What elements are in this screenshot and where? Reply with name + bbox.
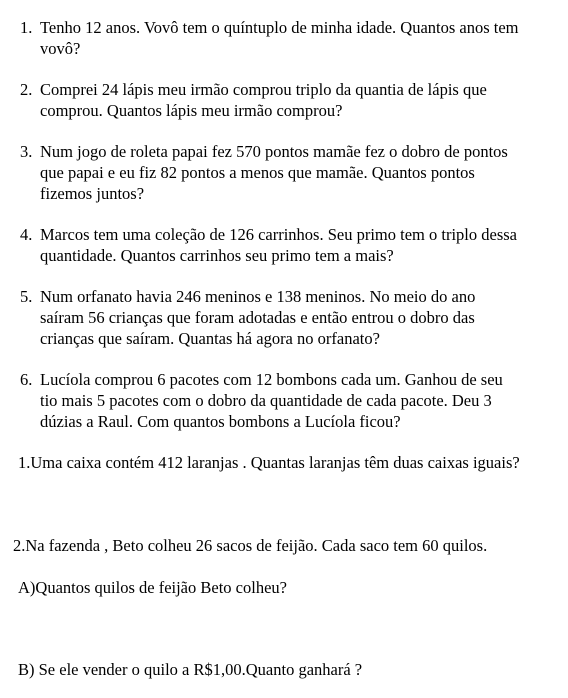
question-line: Marcos tem uma coleção de 126 carrinhos. Seu primo tem o triplo dessa [40,225,517,244]
question-number: 6. [20,370,33,389]
question-line: Tenho 12 anos. Vovô tem o quíntuplo de minha idade. Quantos anos tem [40,18,519,37]
question-line: crianças que saíram. Quantas há agora no orfanato? [40,329,380,348]
question-line: Num jogo de roleta papai fez 570 pontos mamãe fez o dobro de pontos [40,142,508,161]
question-number: 1. [20,18,33,37]
question-line: Comprei 24 lápis meu irmão comprou triplo da quantia de lápis que [40,80,487,99]
question-number: 2. [20,80,33,99]
question-line: Lucíola comprou 6 pacotes com 12 bombons cada um. Ganhou de seu [40,370,503,389]
question-number: 3. [20,142,33,161]
question-line: vovô? [40,39,81,58]
question-line: que papai e eu fiz 82 pontos a menos que mamãe. Quantos pontos [40,163,475,182]
question-number: 5. [20,287,33,306]
question-line: tio mais 5 pacotes com o dobro da quantidade de cada pacote. Deu 3 [40,391,492,410]
extra-question-1: 1.Uma caixa contém 412 laranjas . Quantas laranjas têm duas caixas iguais? [18,453,520,472]
question-number: 4. [20,225,33,244]
question-line: comprou. Quantos lápis meu irmão comprou? [40,101,343,120]
question-line: quantidade. Quantos carrinhos seu primo tem a mais? [40,246,394,265]
question-line: fizemos juntos? [40,184,145,203]
extra-question-2a: A)Quantos quilos de feijão Beto colheu? [18,578,287,597]
extra-question-2b: B) Se ele vender o quilo a R$1,00.Quanto ganhará ? [18,660,363,679]
question-line: Num orfanato havia 246 meninos e 138 meninos. No meio do ano [40,287,476,306]
question-line: saíram 56 crianças que foram adotadas e então entrou o dobro das [40,308,475,327]
question-line: dúzias a Raul. Com quantos bombons a Lucíola ficou? [40,412,401,431]
extra-question-2: 2.Na fazenda , Beto colheu 26 sacos de feijão. Cada saco tem 60 quilos. [13,536,488,555]
